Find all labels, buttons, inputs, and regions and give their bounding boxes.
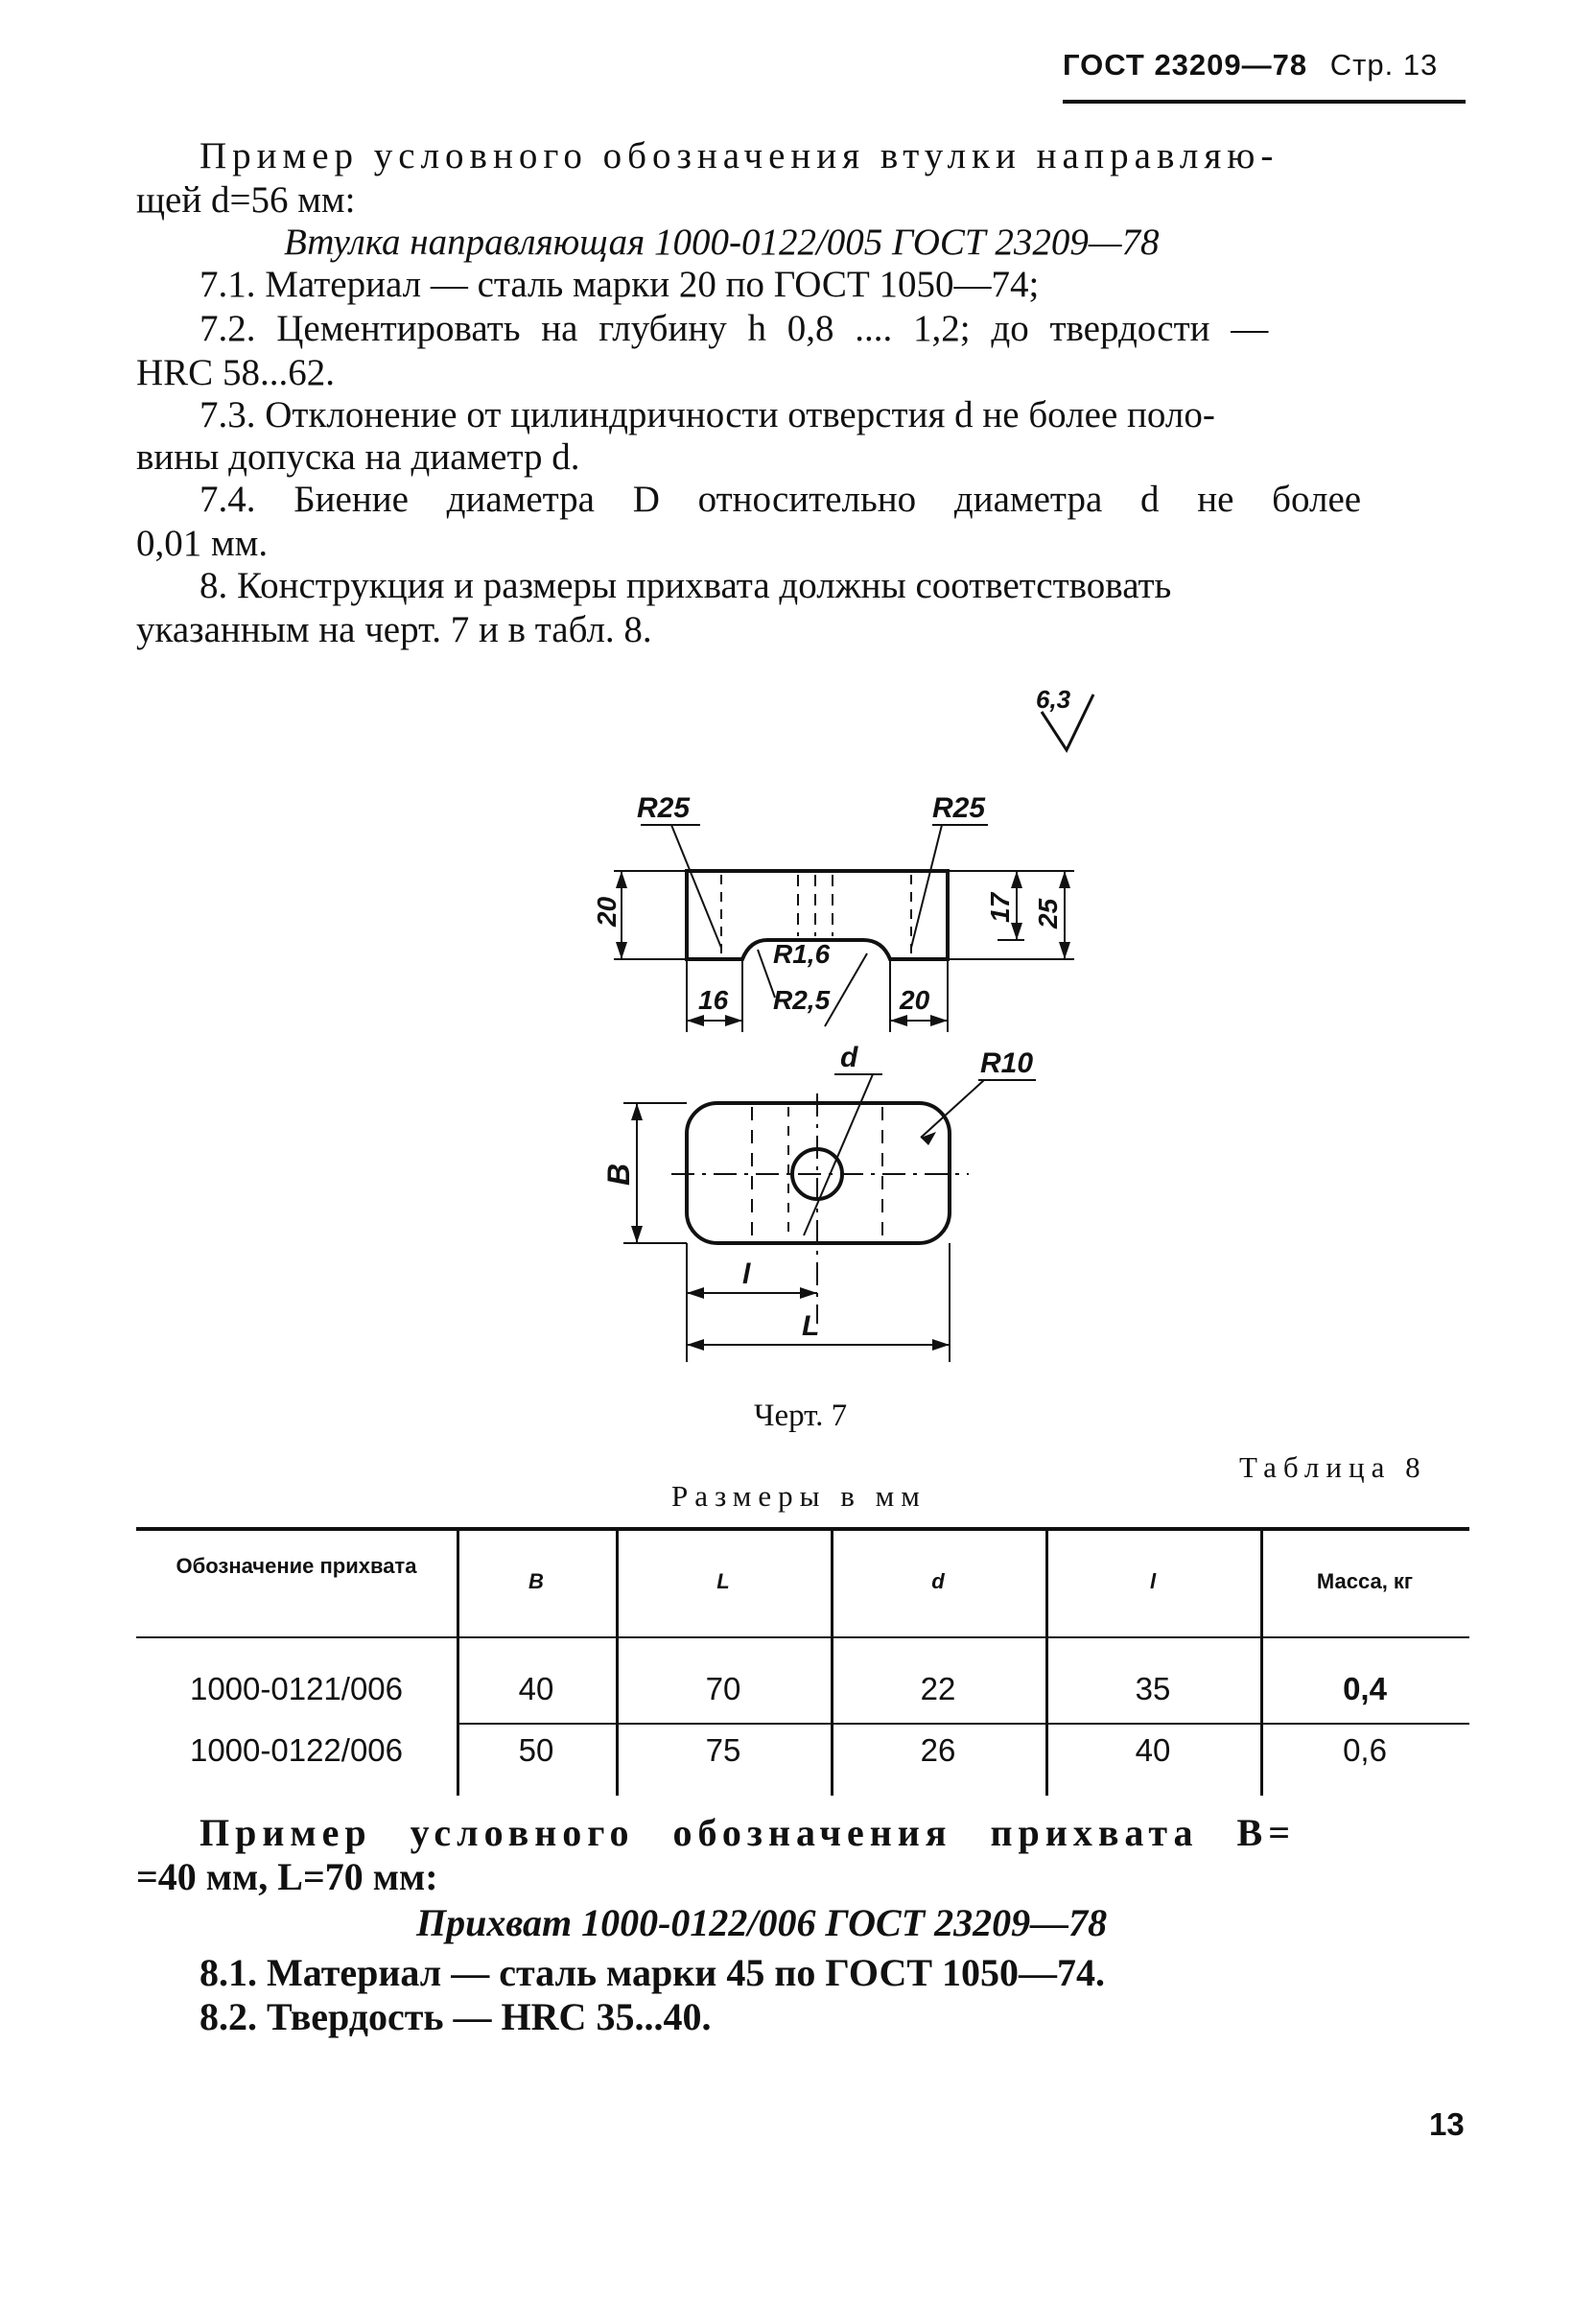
table-cell: 50 xyxy=(518,1732,554,1768)
label-r25-left: R25 xyxy=(637,792,691,824)
leader-r10 xyxy=(921,1080,984,1138)
clause-7-4-line1: 7.4. Биение диаметра D относительно диаметра d не более xyxy=(200,479,1362,520)
label-dim-20-bottom: 20 xyxy=(900,985,930,1015)
table-cell: 0,4 xyxy=(1343,1671,1387,1706)
header-l: l xyxy=(1149,1569,1157,1593)
table-header-rule xyxy=(136,1636,1469,1638)
table-row-rule xyxy=(457,1723,1469,1725)
roughness-value: 6,3 xyxy=(1036,685,1071,714)
table-cell: 40 xyxy=(518,1671,554,1706)
header-b: B xyxy=(528,1569,544,1593)
table-title: Таблица 8 xyxy=(1239,1450,1427,1484)
table-cell: 26 xyxy=(920,1732,956,1768)
label-l-big: L xyxy=(802,1310,820,1342)
label-dim-16: 16 xyxy=(698,985,729,1015)
doc-number: ГОСТ 23209—78 xyxy=(1063,48,1308,82)
clause-8-line1: 8. Конструкция и размеры прихвата должны соответствовать xyxy=(200,565,1172,606)
page-number: 13 xyxy=(1429,2106,1465,2142)
label-dim-17: 17 xyxy=(985,892,1015,923)
table-top-rule xyxy=(136,1527,1469,1531)
table-cell: 0,6 xyxy=(1343,1732,1387,1768)
table-cell: 70 xyxy=(705,1671,741,1706)
label-dim-25: 25 xyxy=(1033,898,1063,929)
designation-bushing: Втулка направляющая 1000-0122/005 ГОСТ 23209—78 xyxy=(284,222,1160,263)
label-r16: R1,6 xyxy=(773,939,831,969)
paragraph-example-line1: Пример условного обозначения втулки направляю- xyxy=(200,135,1279,176)
label-l-small: l xyxy=(742,1258,751,1290)
label-d: d xyxy=(840,1042,858,1073)
header-L: L xyxy=(716,1569,730,1593)
label-r10: R10 xyxy=(980,1047,1034,1079)
table-cell: 75 xyxy=(705,1732,741,1768)
label-dim-20: 20 xyxy=(592,896,622,927)
designation-clamp: Прихват 1000-0122/006 ГОСТ 23209—78 xyxy=(416,1901,1108,1944)
label-b: B xyxy=(601,1163,636,1186)
clause-7-3-line1: 7.3. Отклонение от цилиндричности отверстия d не более поло- xyxy=(200,394,1215,435)
label-r25-small: R2,5 xyxy=(773,985,831,1015)
clause-8-1: 8.1. Материал — сталь марки 45 по ГОСТ 1050—74. xyxy=(200,1951,1106,1994)
leader-d xyxy=(804,1074,873,1235)
clause-7-2-line1: 7.2. Цементировать на глубину h 0,8 .... 1,2; до твердости — xyxy=(200,308,1269,349)
header-designation: Обозначение прихвата xyxy=(176,1554,417,1578)
table-units: Размеры в мм xyxy=(671,1479,927,1513)
table-cell: 22 xyxy=(920,1671,956,1706)
leader-r25-right xyxy=(911,825,942,948)
clause-7-2-line2: HRC 58...62. xyxy=(136,352,335,393)
table-cell: 1000-0122/006 xyxy=(189,1732,404,1768)
leader-r25-small xyxy=(825,953,867,1026)
label-r25-right: R25 xyxy=(932,792,986,824)
clause-7-3-line2: вины допуска на диаметр d. xyxy=(136,436,580,478)
paragraph-example-clamp-line1: Пример условного обозначения прихвата B= xyxy=(200,1811,1296,1854)
table-cell: 40 xyxy=(1135,1732,1171,1768)
table-cell: 1000-0121/006 xyxy=(189,1671,404,1706)
clause-7-1: 7.1. Материал — сталь марки 20 по ГОСТ 1050—74; xyxy=(200,264,1040,305)
clause-8-line2: указанным на черт. 7 и в табл. 8. xyxy=(136,609,652,650)
clause-7-4-line2: 0,01 мм. xyxy=(136,523,269,564)
table-cell: 35 xyxy=(1135,1671,1171,1706)
header-d: d xyxy=(931,1569,945,1593)
clause-8-2: 8.2. Твердость — HRC 35...40. xyxy=(200,1995,712,2038)
leader-r25-left xyxy=(671,825,721,948)
paragraph-example-clamp-line2: =40 мм, L=70 мм: xyxy=(136,1855,438,1898)
header-mass: Масса, кг xyxy=(1316,1569,1414,1593)
drawing-caption: Черт. 7 xyxy=(754,1399,848,1433)
paragraph-example-line2: щей d=56 мм: xyxy=(136,179,356,221)
page-label: Стр. 13 xyxy=(1329,48,1439,82)
